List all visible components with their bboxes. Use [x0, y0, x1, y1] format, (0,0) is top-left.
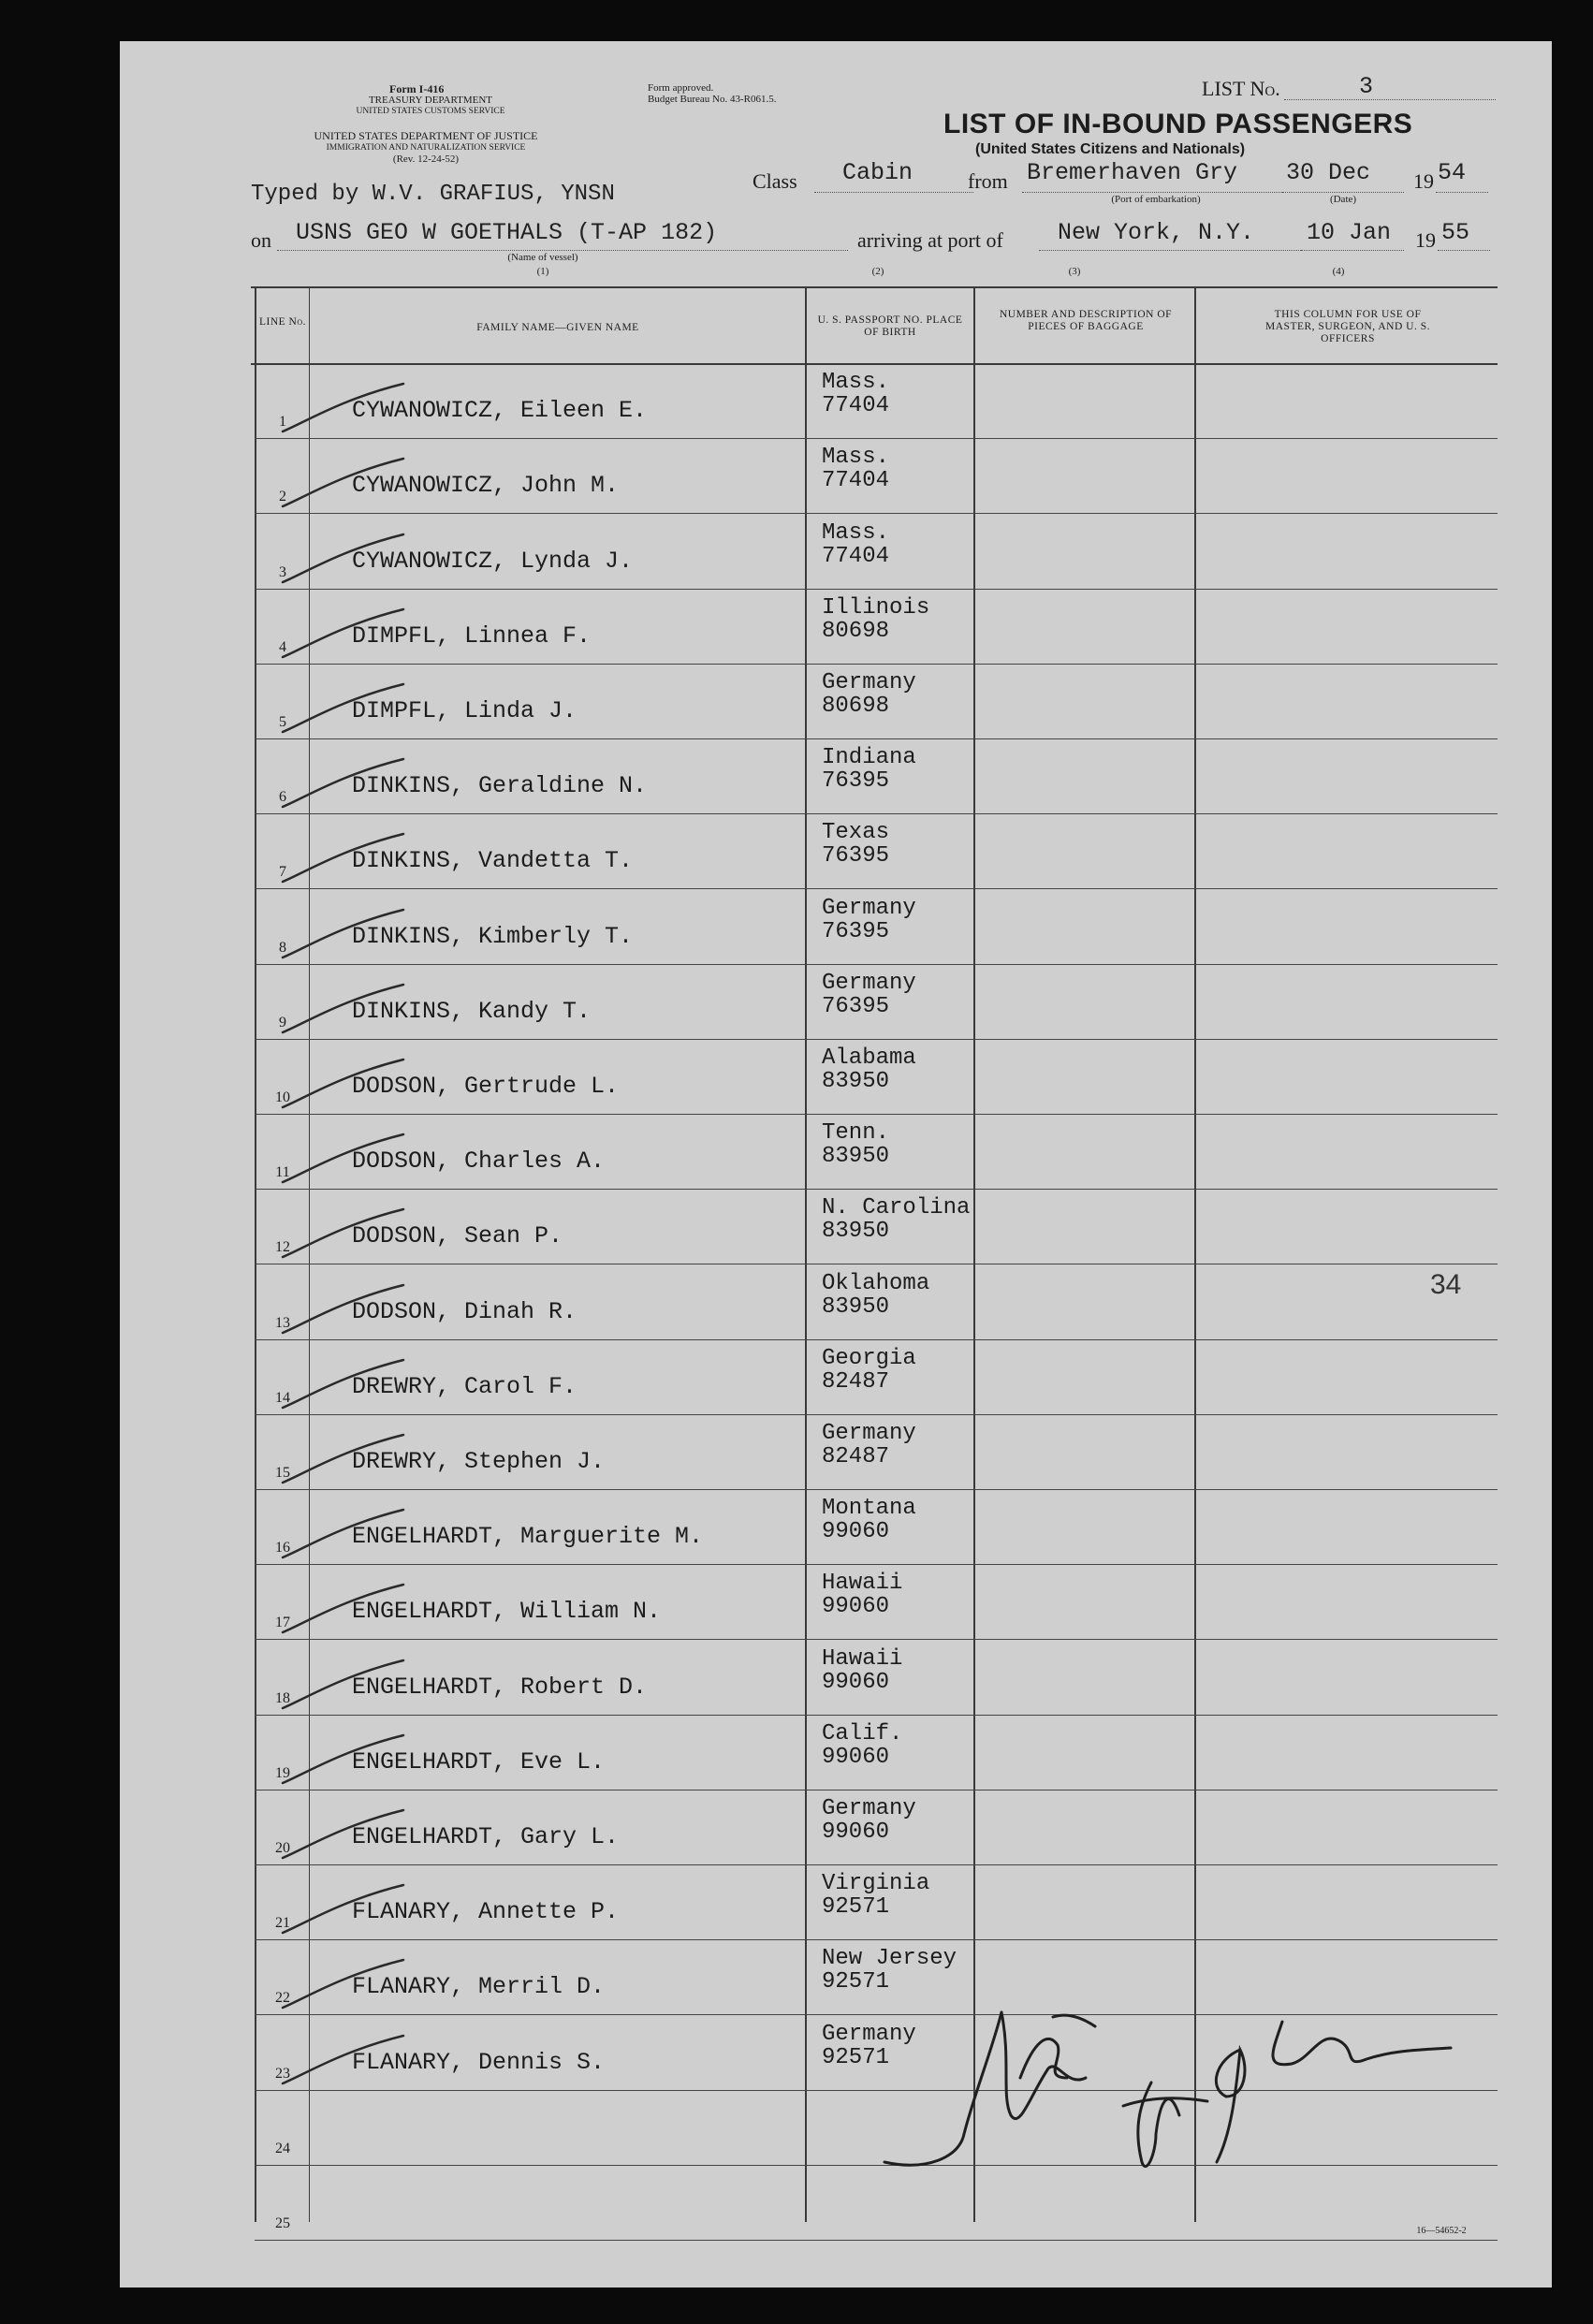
check-mark: [277, 981, 408, 1046]
port-embark-line: [1022, 192, 1282, 193]
row-rule: [255, 1189, 1498, 1190]
passenger-name: DODSON, Gertrude L.: [352, 1073, 620, 1100]
passport-number: 77404: [822, 543, 890, 569]
passport-number: 99060: [822, 1594, 890, 1620]
line-number: 22: [275, 1990, 290, 2007]
place-of-birth: Germany: [822, 2021, 916, 2047]
depart-date-line: [1282, 192, 1404, 193]
page-subtitle: (United States Citizens and Nationals): [975, 141, 1246, 157]
check-mark: [277, 1281, 408, 1347]
passenger-name: ENGELHARDT, Gary L.: [352, 1823, 620, 1850]
passport-number: 92571: [822, 1969, 890, 1995]
passport-number: 99060: [822, 1519, 890, 1545]
class-label: Class: [753, 169, 797, 193]
check-mark: [277, 1732, 408, 1797]
passport-number: 83950: [822, 1069, 890, 1094]
passenger-name: DIMPFL, Linnea F.: [352, 621, 592, 650]
passenger-name: CYWANOWICZ, Eileen E.: [352, 397, 648, 425]
table-left-border: [255, 286, 256, 2222]
line-number: 18: [275, 1689, 290, 1706]
check-mark: [277, 380, 408, 446]
line-number: 13: [275, 1314, 290, 1331]
row-rule: [255, 1939, 1498, 1940]
list-no-value: 3: [1359, 73, 1374, 100]
row-rule: [255, 1564, 1498, 1565]
check-mark: [277, 906, 408, 972]
check-mark: [277, 1806, 408, 1872]
line-number: 17: [275, 1615, 290, 1631]
depart-year-prefix: 19: [1413, 169, 1434, 193]
line-number: 4: [279, 638, 286, 655]
place-of-birth: Mass.: [822, 370, 890, 396]
vessel-value: USNS GEO W GOETHALS (T-AP 182): [296, 219, 718, 246]
row-rule: [255, 1339, 1498, 1340]
passenger-name: ENGELHARDT, William N.: [352, 1598, 662, 1626]
check-mark: [277, 1431, 408, 1497]
place-of-birth: Georgia: [822, 1345, 916, 1371]
place-of-birth: Germany: [822, 895, 916, 921]
form-approved: Form approved.: [648, 82, 714, 94]
officer-note: 34: [1430, 1269, 1462, 1300]
depart-date-caption: (Date): [1329, 194, 1357, 205]
check-mark: [277, 455, 408, 520]
passport-number: 76395: [822, 993, 890, 1019]
passenger-name: CYWANOWICZ, John M.: [352, 472, 620, 500]
check-mark: [277, 1131, 408, 1196]
row-rule: [255, 1864, 1498, 1865]
dept-treasury-sub: UNITED STATES CUSTOMS SERVICE: [356, 107, 505, 116]
line-number: 24: [275, 2140, 290, 2156]
passenger-name: DODSON, Dinah R.: [352, 1297, 577, 1325]
place-of-birth: Germany: [822, 670, 916, 695]
row-rule: [255, 813, 1498, 814]
col-num-4: (4): [1332, 266, 1345, 277]
check-mark: [277, 1206, 408, 1271]
passport-number: 76395: [822, 918, 890, 944]
dept-treasury: TREASURY DEPARTMENT: [368, 95, 493, 106]
line-number: 5: [279, 714, 286, 730]
depart-year-line: [1436, 192, 1488, 193]
check-mark: [277, 1056, 408, 1121]
passport-number: 77404: [822, 393, 890, 419]
passport-number: 80698: [822, 618, 890, 644]
check-mark: [277, 1581, 408, 1646]
check-mark: [277, 755, 408, 821]
passport-number: 99060: [822, 1820, 890, 1845]
check-mark: [277, 1657, 408, 1722]
port-embark-value: Bremerhaven Gry: [1027, 159, 1238, 186]
passenger-name: DIMPFL, Linda J.: [352, 697, 577, 724]
passenger-name: CYWANOWICZ, Lynda J.: [352, 547, 634, 575]
check-mark: [277, 1956, 408, 2022]
check-mark: [277, 531, 408, 596]
passenger-name: DINKINS, Vandetta T.: [352, 847, 634, 875]
place-of-birth: Oklahoma: [822, 1270, 930, 1296]
place-of-birth: N. Carolina: [822, 1195, 971, 1221]
place-of-birth: Virginia: [822, 1871, 930, 1897]
depart-year-value: 54: [1438, 159, 1467, 186]
arrival-port-line: [1039, 250, 1301, 251]
col-num-2: (2): [871, 266, 884, 277]
line-number: 6: [279, 789, 286, 806]
passenger-name: DODSON, Sean P.: [352, 1222, 563, 1250]
passport-number: 82487: [822, 1444, 890, 1469]
check-mark: [277, 830, 408, 896]
col-num-1: (1): [536, 266, 549, 277]
line-number: 8: [279, 939, 286, 956]
passenger-name: ENGELHARDT, Robert D.: [352, 1673, 648, 1701]
passenger-name: DINKINS, Kandy T.: [352, 997, 592, 1025]
port-embark-caption: (Port of embarkation): [1111, 194, 1201, 205]
check-mark: [277, 2032, 408, 2097]
col-header-passport: U. S. PASSPORT NO. PLACE OF BIRTH: [817, 314, 963, 338]
check-mark: [277, 1506, 408, 1571]
row-rule: [255, 1790, 1498, 1791]
footer-code: 16—54652-2: [1416, 2226, 1467, 2236]
place-of-birth: Illinois: [822, 594, 930, 621]
col-divider-passport: [973, 286, 975, 2222]
vessel-caption: (Name of vessel): [507, 252, 578, 263]
passenger-name: DINKINS, Kimberly T.: [352, 922, 634, 950]
col-header-line-no: LINE No.: [258, 316, 307, 328]
line-number: 23: [275, 2065, 290, 2082]
depart-date-value: 30 Dec: [1286, 159, 1371, 186]
passenger-name: DREWRY, Carol F.: [352, 1372, 577, 1400]
line-number: 16: [275, 1540, 290, 1557]
vessel-line: [277, 250, 848, 251]
col-num-3: (3): [1068, 266, 1081, 277]
list-no-line: [1284, 99, 1496, 100]
row-rule: [255, 438, 1498, 439]
table-top-border: [251, 286, 1498, 288]
line-number: 9: [279, 1014, 286, 1030]
line-number: 21: [275, 1915, 290, 1932]
passport-number: 77404: [822, 468, 890, 494]
on-label: on: [251, 228, 271, 252]
place-of-birth: Alabama: [822, 1045, 916, 1071]
place-of-birth: Tenn.: [822, 1120, 890, 1147]
line-number: 11: [275, 1164, 290, 1181]
row-rule: [255, 1715, 1498, 1716]
col-header-name: FAMILY NAME—GIVEN NAME: [476, 322, 639, 333]
form-id: Form I-416: [389, 82, 445, 95]
arrival-year-line: [1438, 250, 1490, 251]
check-mark: [277, 680, 408, 746]
passenger-name: DREWRY, Stephen J.: [352, 1448, 606, 1475]
passenger-name: FLANARY, Merril D.: [352, 1973, 606, 2001]
line-number: 7: [279, 864, 286, 881]
place-of-birth: Mass.: [822, 445, 890, 471]
page-title: LIST OF IN-BOUND PASSENGERS: [943, 109, 1413, 139]
class-value: Cabin: [842, 159, 913, 186]
passport-number: 82487: [822, 1368, 890, 1395]
place-of-birth: Hawaii: [822, 1571, 903, 1597]
place-of-birth: Hawaii: [822, 1645, 903, 1672]
check-mark: [277, 1356, 408, 1422]
passport-number: 83950: [822, 1144, 890, 1170]
passport-number: 76395: [822, 843, 890, 870]
row-rule: [255, 1114, 1498, 1115]
arrival-year-prefix: 19: [1415, 228, 1436, 252]
line-number: 10: [275, 1089, 290, 1105]
row-rule: [255, 664, 1498, 665]
row-rule: [255, 1639, 1498, 1640]
arrival-date-line: [1301, 250, 1404, 251]
passenger-name: ENGELHARDT, Marguerite M.: [352, 1523, 704, 1551]
line-number: 19: [275, 1764, 290, 1781]
line-number: 3: [279, 563, 286, 580]
line-number: 25: [275, 2215, 290, 2231]
place-of-birth: New Jersey: [822, 1946, 957, 1972]
row-rule: [255, 2240, 1498, 2241]
col-header-officers: THIS COLUMN FOR USE OF MASTER, SURGEON, AND U. S. OFFICERS: [1265, 309, 1430, 344]
row-rule: [255, 738, 1498, 739]
row-rule: [255, 589, 1498, 590]
passenger-name: FLANARY, Annette P.: [352, 1898, 620, 1926]
arriving-label: arriving at port of: [857, 228, 1003, 252]
place-of-birth: Indiana: [822, 745, 916, 771]
passenger-name: DINKINS, Geraldine N.: [352, 772, 648, 800]
table-header-border: [251, 363, 1498, 365]
row-rule: [255, 1039, 1498, 1040]
arrival-date-value: 10 Jan: [1307, 219, 1392, 246]
row-rule: [255, 1489, 1498, 1490]
col-header-baggage: NUMBER AND DESCRIPTION OF PIECES OF BAGGAGE: [999, 309, 1173, 332]
place-of-birth: Montana: [822, 1496, 916, 1522]
passport-number: 83950: [822, 1219, 890, 1245]
check-mark: [277, 1881, 408, 1947]
line-number: 15: [275, 1465, 290, 1481]
passenger-name: DODSON, Charles A.: [352, 1147, 606, 1176]
passport-number: 80698: [822, 694, 890, 719]
passenger-name: ENGELHARDT, Eve L.: [352, 1747, 606, 1776]
place-of-birth: Calif.: [822, 1720, 903, 1747]
place-of-birth: Germany: [822, 1421, 916, 1446]
form-revision: (Rev. 12-24-52): [392, 153, 460, 165]
from-label: from: [968, 169, 1008, 193]
passport-number: 83950: [822, 1294, 890, 1320]
passport-number: 99060: [822, 1669, 890, 1695]
class-line: [814, 192, 973, 193]
passport-number: 76395: [822, 768, 890, 795]
check-mark: [277, 606, 408, 671]
dept-justice: UNITED STATES DEPARTMENT OF JUSTICE: [314, 129, 538, 142]
row-rule: [255, 513, 1498, 514]
arrival-port-value: New York, N.Y.: [1058, 219, 1255, 246]
officer-signature: [870, 1975, 1469, 2181]
list-no-label: LIST No.: [1202, 77, 1280, 100]
dept-justice-sub: IMMIGRATION AND NATURALIZATION SERVICE: [326, 143, 526, 153]
row-rule: [255, 1414, 1498, 1415]
line-number: 20: [275, 1840, 290, 1856]
passport-number: 99060: [822, 1744, 890, 1770]
passport-number: 92571: [822, 1894, 890, 1921]
budget-bureau: Budget Bureau No. 43-R061.5.: [648, 94, 777, 105]
passenger-name: FLANARY, Dennis S.: [352, 2048, 606, 2076]
place-of-birth: Germany: [822, 1796, 916, 1821]
col-divider-name: [805, 286, 807, 2222]
place-of-birth: Texas: [822, 820, 890, 846]
place-of-birth: Mass.: [822, 519, 890, 546]
row-rule: [255, 888, 1498, 889]
place-of-birth: Germany: [822, 970, 916, 996]
arrival-year-value: 55: [1441, 219, 1470, 246]
line-number: 12: [275, 1239, 290, 1256]
passport-number: 92571: [822, 2044, 890, 2070]
line-number: 2: [279, 489, 286, 505]
line-number: 1: [279, 414, 286, 431]
row-rule: [255, 964, 1498, 965]
col-divider-baggage: [1194, 286, 1196, 2222]
line-number: 14: [275, 1389, 290, 1406]
typed-by: Typed by W.V. GRAFIUS, YNSN: [251, 182, 615, 207]
